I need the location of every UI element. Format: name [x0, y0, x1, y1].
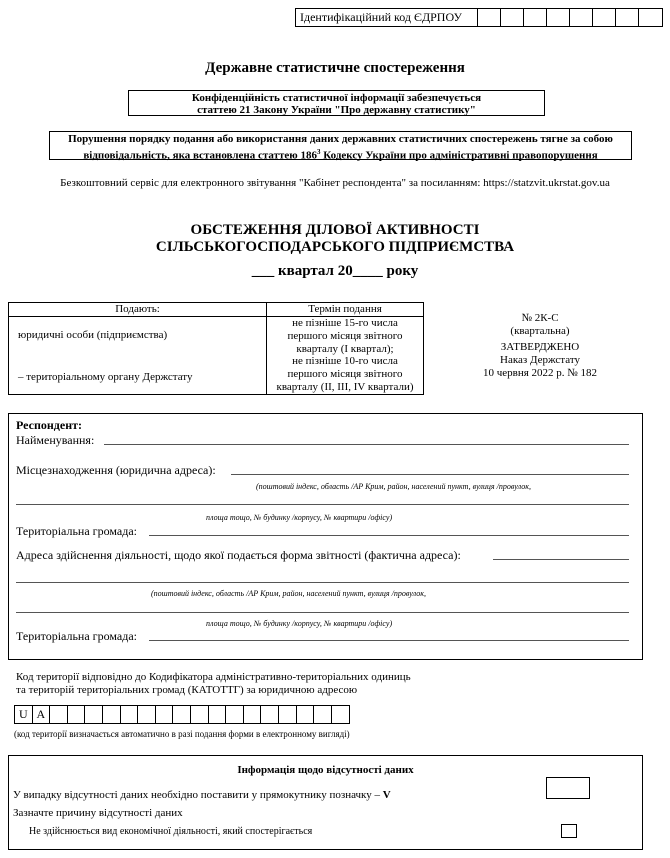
actual-address-hint-1: (поштовий індекс, область /АР Крим, район, населений пункт, вулиця /провулок,: [151, 589, 426, 598]
edrpou-code-field: [295, 8, 663, 27]
deadline-line: кварталу (I квартал);: [296, 342, 394, 355]
survey-title-line-1: ОБСТЕЖЕННЯ ДІЛОВОЇ АКТИВНОСТІ: [190, 222, 480, 238]
deadline-line: кварталу (II, III, IV квартали): [276, 380, 414, 393]
community-label: Територіальна громада:: [16, 524, 137, 538]
actual-address-hint-2: площа тощо, № будинку /корпусу, № квартири /офісу): [206, 619, 393, 628]
submitters-cell: [9, 317, 267, 394]
edrpou-cell[interactable]: [547, 9, 570, 26]
submission-table-header: [9, 303, 423, 317]
edrpou-label: Ідентифікаційний код ЄДРПОУ: [296, 9, 478, 26]
deadline-header: Термін подання: [308, 303, 382, 315]
katottg-cell[interactable]: [332, 706, 350, 723]
submitters-header: Подають:: [9, 303, 267, 316]
location-input[interactable]: [231, 474, 629, 475]
actual-address-input[interactable]: [493, 559, 629, 560]
deadline-line: не пізніше 15-го числа: [292, 317, 398, 329]
respondent-section: [8, 413, 643, 660]
absence-instruction-text: У випадку відсутності даних необхідно поставити у прямокутнику позначку –: [13, 789, 383, 801]
name-input[interactable]: [104, 444, 629, 445]
katottg-description: [16, 671, 411, 697]
location-label: Місцезнаходження (юридична адреса):: [16, 463, 216, 477]
submission-table-body: [9, 317, 423, 394]
approval-order: Наказ Держстату: [500, 354, 580, 366]
survey-title-line-2: СІЛЬСЬКОГОСПОДАРСЬКОГО ПІДПРИЄМСТВА: [155, 239, 515, 255]
katottg-code-field: [14, 705, 350, 724]
absence-reason-1: Не здійснюється вид економічної діяльності, який спостерігається: [29, 826, 313, 837]
location-input-line-2[interactable]: [16, 504, 629, 505]
edrpou-cell[interactable]: [616, 9, 639, 26]
violation-notice: [49, 131, 632, 160]
submission-table: [8, 302, 424, 395]
actual-address-input-line-3[interactable]: [16, 612, 629, 613]
violation-line-1: Порушення порядку подання або використання даних державних статистичних спостережень тягне за собою: [68, 133, 613, 145]
absence-instruction: [13, 789, 391, 801]
edrpou-cell[interactable]: [524, 9, 547, 26]
deadline-line: першого місяця звітного: [287, 329, 403, 342]
quarter-year-line: ___ квартал 20____ року: [251, 263, 419, 279]
violation-line-2-post: Кодексу України про адміністративні правопорушення: [320, 149, 598, 162]
address-hint-1: (поштовий індекс, область /АР Крим, район, населений пункт, вулиця /провулок,: [256, 482, 531, 491]
edrpou-cell[interactable]: [639, 9, 662, 26]
actual-address-input-line-2[interactable]: [16, 582, 629, 583]
katottg-cell[interactable]: [209, 706, 227, 723]
katottg-cell: A: [33, 706, 51, 723]
survey-title: [0, 222, 670, 256]
observation-title: Державне статистичне спостереження: [205, 60, 465, 76]
community2-label: Територіальна громада:: [16, 629, 137, 643]
katottg-cell[interactable]: [297, 706, 315, 723]
submitter-legal-entities: юридичні особи (підприємства): [18, 329, 168, 341]
absence-reason-label: Зазначте причину відсутності даних: [13, 807, 183, 819]
absence-checkbox[interactable]: [546, 777, 590, 799]
katottg-note: (код території визначається автоматично в разі подання форми в електронному вигляді): [14, 729, 350, 739]
absence-title: Інформація щодо відсутності даних: [237, 764, 414, 776]
deadline-line: не пізніше 10-го числа: [292, 355, 398, 368]
respondent-heading: Респондент:: [16, 418, 82, 432]
edrpou-cell[interactable]: [501, 9, 524, 26]
community-input[interactable]: [149, 535, 629, 536]
violation-line-2-pre: відповідальність, яка встановлена статтею 186: [83, 149, 317, 162]
deadline-cell: [267, 317, 423, 394]
form-number: № 2К-С: [521, 312, 559, 324]
katottg-cell[interactable]: [138, 706, 156, 723]
community2-input[interactable]: [149, 640, 629, 641]
katottg-cell[interactable]: [50, 706, 68, 723]
approval-date: 10 червня 2022 р. № 182: [482, 367, 598, 379]
katottg-text-line-2: та територій територіальних громад (КАТОТТГ) за юридичною адресою: [16, 684, 358, 696]
katottg-cell[interactable]: [279, 706, 297, 723]
confidentiality-line-2: статтею 21 Закону України "Про державну статистику": [197, 104, 476, 116]
absence-reason-1-checkbox[interactable]: [561, 824, 577, 838]
edrpou-cell[interactable]: [570, 9, 593, 26]
katottg-cell[interactable]: [156, 706, 174, 723]
deadline-line: першого місяця звітного: [287, 368, 403, 381]
katottg-cell[interactable]: [191, 706, 209, 723]
katottg-cell[interactable]: [68, 706, 86, 723]
katottg-cell[interactable]: [85, 706, 103, 723]
edrpou-cell[interactable]: [593, 9, 616, 26]
katottg-text-line-1: Код території відповідно до Кодифікатора адміністративно-територіальних одиниць: [16, 671, 411, 683]
confidentiality-line-1: Конфіденційність статистичної інформації забезпечується: [191, 92, 482, 104]
service-info: Безкоштовний сервіс для електронного звітування "Кабінет респондента" за посиланням: https://statzvit.ukrstat.gov.ua: [60, 177, 610, 189]
confidentiality-notice: [128, 90, 545, 116]
submitter-recipient: – територіальному органу Держстату: [18, 371, 193, 383]
form-info: [470, 312, 610, 380]
data-absence-section: [8, 755, 643, 850]
katottg-cell[interactable]: [244, 706, 262, 723]
katottg-cell[interactable]: [173, 706, 191, 723]
katottg-cell[interactable]: [103, 706, 121, 723]
edrpou-cell[interactable]: [478, 9, 501, 26]
actual-address-label: Адреса здійснення діяльності, щодо якої подається форма звітності (фактична адреса):: [16, 548, 461, 562]
katottg-cell[interactable]: [314, 706, 332, 723]
violation-superscript: 3: [316, 148, 321, 156]
katottg-cell: U: [15, 706, 33, 723]
form-periodicity: (квартальна): [510, 325, 570, 337]
violation-line-2: [50, 146, 631, 163]
address-hint-2: площа тощо, № будинку /корпусу, № квартири /офісу): [206, 513, 393, 522]
approved-label: ЗАТВЕРДЖЕНО: [500, 341, 580, 353]
name-label: Найменування:: [16, 433, 95, 447]
katottg-cell[interactable]: [226, 706, 244, 723]
katottg-cell[interactable]: [261, 706, 279, 723]
absence-mark: V: [382, 789, 391, 801]
katottg-cell[interactable]: [121, 706, 139, 723]
